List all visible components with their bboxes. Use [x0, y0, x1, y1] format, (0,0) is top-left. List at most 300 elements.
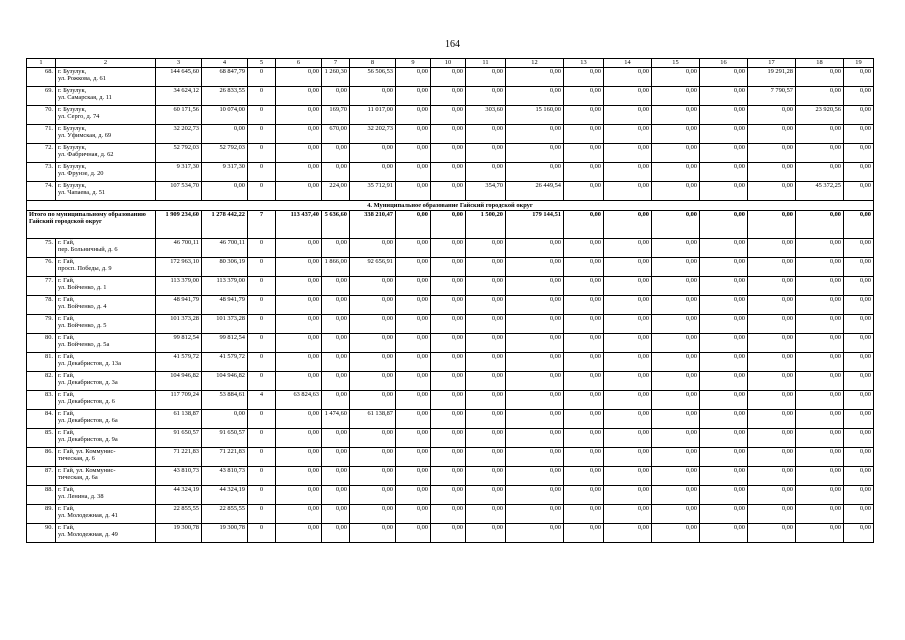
value-cell: 0,00 — [431, 410, 466, 429]
value-cell: 0,00 — [350, 315, 396, 334]
value-cell: 0,00 — [604, 182, 652, 201]
table-row — [27, 315, 874, 334]
address-line: г. Гай, — [58, 410, 75, 417]
value-cell: 34 624,12 — [156, 87, 202, 106]
value-cell: 0,00 — [748, 106, 796, 125]
total-label: Итого по муниципальному образованию Гайский городской округ — [27, 211, 156, 239]
value-cell: 0,00 — [506, 68, 564, 87]
value-cell: 0,00 — [276, 296, 322, 315]
value-cell: 0,00 — [431, 277, 466, 296]
row-number: 69. — [27, 87, 56, 106]
value-cell: 0,00 — [652, 296, 700, 315]
value-cell: 32 202,73 — [350, 125, 396, 144]
value-cell: 0,00 — [276, 258, 322, 277]
address-line: ул. Декабристов, д. 6 — [58, 398, 115, 406]
value-cell: 43 810,73 — [202, 467, 248, 486]
value-cell: 0,00 — [748, 296, 796, 315]
value-cell: 0,00 — [652, 68, 700, 87]
value-cell: 0,00 — [466, 353, 506, 372]
value-cell: 0,00 — [604, 315, 652, 334]
row-number: 88. — [27, 486, 56, 505]
value-cell: 0,00 — [431, 524, 466, 543]
value-cell: 0,00 — [844, 486, 874, 505]
value-cell: 0,00 — [564, 68, 604, 87]
header-cell: 8 — [350, 59, 396, 68]
total-value-cell: 1 278 442,22 — [202, 211, 248, 239]
address-line: тическая, д. 6а — [58, 474, 98, 482]
total-value-cell: 1 500,20 — [466, 211, 506, 239]
address-line: ул. Войченко, д. 4 — [58, 303, 107, 311]
value-cell: 0,00 — [506, 372, 564, 391]
value-cell: 0 — [248, 372, 276, 391]
value-cell: 0,00 — [396, 353, 431, 372]
value-cell: 0,00 — [276, 429, 322, 448]
value-cell: 0,00 — [431, 258, 466, 277]
value-cell: 0,00 — [604, 448, 652, 467]
value-cell: 0,00 — [844, 334, 874, 353]
value-cell: 0,00 — [396, 467, 431, 486]
table-row — [27, 277, 874, 296]
address-line: г. Гай, — [58, 372, 75, 379]
value-cell: 10 074,00 — [202, 106, 248, 125]
value-cell: 7 790,57 — [748, 87, 796, 106]
table-row — [27, 505, 874, 524]
address-line: ул. Самарская, д. 11 — [58, 94, 112, 102]
value-cell: 104 946,82 — [156, 372, 202, 391]
table-row — [27, 296, 874, 315]
value-cell: 0,00 — [350, 467, 396, 486]
value-cell: 0,00 — [276, 315, 322, 334]
value-cell: 0,00 — [796, 258, 844, 277]
value-cell: 0,00 — [466, 87, 506, 106]
address-line: г. Бузулук, — [58, 163, 87, 170]
value-cell: 0,00 — [431, 505, 466, 524]
value-cell: 0 — [248, 410, 276, 429]
value-cell: 0,00 — [466, 524, 506, 543]
value-cell: 0,00 — [844, 87, 874, 106]
value-cell: 0,00 — [396, 87, 431, 106]
header-cell: 10 — [431, 59, 466, 68]
value-cell: 61 138,87 — [350, 410, 396, 429]
row-number: 72. — [27, 144, 56, 163]
address-line: ул. Декабристов, д. 9а — [58, 436, 118, 444]
address-line: г. Бузулук, — [58, 106, 87, 113]
address-line: г. Гай, ул. Коммунис- — [58, 448, 116, 455]
total-value-cell: 338 210,47 — [350, 211, 396, 239]
value-cell: 0,00 — [506, 125, 564, 144]
address-line: г. Бузулук, — [58, 182, 87, 189]
value-cell: 303,60 — [466, 106, 506, 125]
value-cell: 0,00 — [604, 106, 652, 125]
value-cell: 0,00 — [506, 524, 564, 543]
address-line: ул. Декабристов, д. 6а — [58, 417, 118, 425]
value-cell: 0,00 — [652, 467, 700, 486]
value-cell: 0,00 — [748, 391, 796, 410]
value-cell: 0,00 — [322, 277, 350, 296]
value-cell: 0,00 — [322, 505, 350, 524]
value-cell: 0,00 — [431, 144, 466, 163]
value-cell: 0,00 — [431, 106, 466, 125]
value-cell: 0,00 — [466, 163, 506, 182]
value-cell: 0,00 — [748, 372, 796, 391]
value-cell: 0,00 — [652, 87, 700, 106]
value-cell: 113 379,00 — [202, 277, 248, 296]
value-cell: 0,00 — [700, 334, 748, 353]
total-value-cell: 0,00 — [564, 211, 604, 239]
value-cell: 0,00 — [564, 505, 604, 524]
address-line: г. Гай, — [58, 524, 75, 531]
value-cell: 0 — [248, 524, 276, 543]
value-cell: 0,00 — [604, 296, 652, 315]
value-cell: 0,00 — [564, 429, 604, 448]
value-cell: 0,00 — [604, 391, 652, 410]
value-cell: 0,00 — [604, 68, 652, 87]
table-row — [27, 391, 874, 410]
value-cell: 0,00 — [276, 68, 322, 87]
value-cell: 9 317,30 — [202, 163, 248, 182]
value-cell: 0,00 — [748, 524, 796, 543]
value-cell: 92 656,91 — [350, 258, 396, 277]
value-cell: 41 579,72 — [202, 353, 248, 372]
value-cell: 0,00 — [652, 448, 700, 467]
address-cell — [56, 372, 156, 391]
value-cell: 0,00 — [276, 277, 322, 296]
address-line: г. Бузулук, — [58, 68, 87, 75]
address-line: г. Гай, ул. Коммунис- — [58, 467, 116, 474]
value-cell: 0,00 — [748, 125, 796, 144]
row-number: 90. — [27, 524, 56, 543]
value-cell: 0,00 — [276, 486, 322, 505]
value-cell: 0,00 — [322, 163, 350, 182]
value-cell: 0,00 — [604, 410, 652, 429]
value-cell: 0,00 — [322, 467, 350, 486]
value-cell: 0,00 — [466, 315, 506, 334]
value-cell: 0,00 — [350, 296, 396, 315]
value-cell: 0,00 — [796, 334, 844, 353]
address-line: г. Гай, — [58, 353, 75, 360]
value-cell: 0,00 — [748, 144, 796, 163]
address-line: г. Бузулук, — [58, 87, 87, 94]
value-cell: 0,00 — [506, 353, 564, 372]
value-cell: 0,00 — [322, 486, 350, 505]
value-cell: 0,00 — [796, 163, 844, 182]
value-cell: 0,00 — [564, 315, 604, 334]
value-cell: 44 324,19 — [156, 486, 202, 505]
value-cell: 0,00 — [844, 239, 874, 258]
value-cell: 19 300,78 — [156, 524, 202, 543]
value-cell: 0,00 — [506, 87, 564, 106]
row-number: 78. — [27, 296, 56, 315]
value-cell: 0,00 — [276, 106, 322, 125]
value-cell: 0,00 — [564, 87, 604, 106]
value-cell: 71 221,83 — [202, 448, 248, 467]
row-number: 73. — [27, 163, 56, 182]
table-row — [27, 334, 874, 353]
value-cell: 60 171,56 — [156, 106, 202, 125]
value-cell: 0,00 — [276, 372, 322, 391]
value-cell: 0,00 — [564, 486, 604, 505]
value-cell: 0,00 — [604, 258, 652, 277]
header-cell: 12 — [506, 59, 564, 68]
value-cell: 0,00 — [700, 296, 748, 315]
value-cell: 0,00 — [350, 334, 396, 353]
address-line: ул. Декабристов, д. 13а — [58, 360, 121, 368]
row-number: 75. — [27, 239, 56, 258]
value-cell: 0,00 — [466, 429, 506, 448]
address-line: ул. Молодежная, д. 41 — [58, 512, 118, 520]
value-cell: 0,00 — [276, 182, 322, 201]
value-cell: 0,00 — [276, 239, 322, 258]
address-cell — [56, 467, 156, 486]
address-cell — [56, 486, 156, 505]
header-cell: 18 — [796, 59, 844, 68]
value-cell: 0,00 — [844, 429, 874, 448]
value-cell: 0,00 — [276, 524, 322, 543]
value-cell: 0,00 — [700, 106, 748, 125]
value-cell: 0,00 — [564, 524, 604, 543]
value-cell: 0,00 — [322, 144, 350, 163]
value-cell: 0,00 — [844, 68, 874, 87]
value-cell: 0,00 — [844, 524, 874, 543]
value-cell: 0,00 — [506, 296, 564, 315]
value-cell: 0,00 — [466, 391, 506, 410]
value-cell: 0,00 — [276, 467, 322, 486]
value-cell: 0,00 — [844, 391, 874, 410]
value-cell: 0 — [248, 106, 276, 125]
value-cell: 0,00 — [506, 505, 564, 524]
header-cell: 14 — [604, 59, 652, 68]
value-cell: 0,00 — [564, 353, 604, 372]
value-cell: 0,00 — [202, 125, 248, 144]
address-line: ул. Войченко, д. 1 — [58, 284, 107, 292]
value-cell: 46 700,11 — [156, 239, 202, 258]
value-cell: 0,00 — [748, 448, 796, 467]
value-cell: 101 373,28 — [156, 315, 202, 334]
value-cell: 0,00 — [466, 258, 506, 277]
row-number: 86. — [27, 448, 56, 467]
total-value-cell: 0,00 — [396, 211, 431, 239]
value-cell: 0,00 — [844, 277, 874, 296]
value-cell: 0,00 — [748, 315, 796, 334]
value-cell: 354,70 — [466, 182, 506, 201]
row-number: 82. — [27, 372, 56, 391]
value-cell: 0,00 — [564, 277, 604, 296]
address-cell — [56, 277, 156, 296]
total-value-cell: 1 909 234,60 — [156, 211, 202, 239]
address-cell — [56, 258, 156, 277]
address-cell — [56, 106, 156, 125]
address-line: г. Бузулук, — [58, 144, 87, 151]
value-cell: 0,00 — [700, 448, 748, 467]
total-value-cell: 113 437,40 — [276, 211, 322, 239]
value-cell: 0,00 — [431, 486, 466, 505]
address-cell — [56, 144, 156, 163]
value-cell: 0,00 — [700, 277, 748, 296]
value-cell: 0,00 — [202, 182, 248, 201]
address-line: г. Гай, — [58, 258, 75, 265]
value-cell: 0,00 — [748, 258, 796, 277]
value-cell: 0,00 — [466, 372, 506, 391]
value-cell: 0,00 — [796, 391, 844, 410]
value-cell: 0,00 — [506, 144, 564, 163]
value-cell: 0,00 — [431, 429, 466, 448]
value-cell: 0,00 — [396, 277, 431, 296]
address-line: г. Гай, — [58, 505, 75, 512]
value-cell: 41 579,72 — [156, 353, 202, 372]
value-cell: 0,00 — [396, 524, 431, 543]
value-cell: 0,00 — [748, 505, 796, 524]
value-cell: 0,00 — [431, 372, 466, 391]
value-cell: 26 833,55 — [202, 87, 248, 106]
address-cell — [56, 163, 156, 182]
value-cell: 0,00 — [604, 372, 652, 391]
address-line: ул. Рожкова, д. 61 — [58, 75, 106, 83]
value-cell: 0,00 — [564, 296, 604, 315]
value-cell: 0,00 — [322, 448, 350, 467]
value-cell: 0,00 — [396, 486, 431, 505]
value-cell: 0 — [248, 505, 276, 524]
value-cell: 0,00 — [604, 429, 652, 448]
value-cell: 0,00 — [564, 391, 604, 410]
total-value-cell: 5 636,60 — [322, 211, 350, 239]
table-row — [27, 125, 874, 144]
value-cell: 0,00 — [396, 372, 431, 391]
value-cell: 0,00 — [652, 429, 700, 448]
value-cell: 0,00 — [396, 296, 431, 315]
value-cell: 0,00 — [431, 296, 466, 315]
value-cell: 0,00 — [748, 410, 796, 429]
value-cell: 0,00 — [652, 239, 700, 258]
value-cell: 0,00 — [431, 163, 466, 182]
address-cell — [56, 334, 156, 353]
value-cell: 0,00 — [506, 429, 564, 448]
value-cell: 0,00 — [350, 486, 396, 505]
table-row — [27, 467, 874, 486]
table-row — [27, 239, 874, 258]
value-cell: 0,00 — [322, 315, 350, 334]
value-cell: 0,00 — [276, 144, 322, 163]
value-cell: 0,00 — [700, 486, 748, 505]
page-number: 164 — [445, 39, 460, 50]
address-line: г. Бузулук, — [58, 125, 87, 132]
value-cell: 19 291,28 — [748, 68, 796, 87]
value-cell: 0,00 — [844, 353, 874, 372]
value-cell: 0,00 — [796, 429, 844, 448]
value-cell: 0,00 — [748, 182, 796, 201]
value-cell: 0,00 — [350, 505, 396, 524]
value-cell: 0,00 — [350, 429, 396, 448]
value-cell: 0,00 — [652, 106, 700, 125]
value-cell: 0,00 — [564, 448, 604, 467]
value-cell: 0,00 — [466, 125, 506, 144]
value-cell: 0,00 — [652, 353, 700, 372]
value-cell: 0,00 — [844, 106, 874, 125]
value-cell: 0,00 — [506, 258, 564, 277]
total-value-cell: 0,00 — [748, 211, 796, 239]
address-cell — [56, 505, 156, 524]
value-cell: 11 017,00 — [350, 106, 396, 125]
value-cell: 0,00 — [652, 258, 700, 277]
total-value-cell: 0,00 — [652, 211, 700, 239]
value-cell: 0,00 — [276, 505, 322, 524]
total-value-cell: 179 144,51 — [506, 211, 564, 239]
value-cell: 52 792,03 — [202, 144, 248, 163]
value-cell: 0,00 — [350, 144, 396, 163]
value-cell: 0,00 — [796, 144, 844, 163]
value-cell: 0,00 — [396, 163, 431, 182]
value-cell: 0,00 — [506, 334, 564, 353]
value-cell: 0,00 — [700, 125, 748, 144]
value-cell: 0,00 — [604, 486, 652, 505]
value-cell: 0,00 — [844, 182, 874, 201]
address-cell — [56, 296, 156, 315]
address-line: ул. Фрунзе, д. 20 — [58, 170, 104, 178]
value-cell: 0,00 — [466, 505, 506, 524]
value-cell: 0,00 — [700, 68, 748, 87]
value-cell: 0,00 — [844, 258, 874, 277]
value-cell: 0,00 — [431, 334, 466, 353]
value-cell: 0,00 — [506, 486, 564, 505]
value-cell: 0,00 — [700, 315, 748, 334]
value-cell: 0 — [248, 486, 276, 505]
value-cell: 0,00 — [652, 486, 700, 505]
total-value-cell: 0,00 — [604, 211, 652, 239]
value-cell: 9 317,30 — [156, 163, 202, 182]
total-row — [27, 211, 874, 239]
row-number: 70. — [27, 106, 56, 125]
value-cell: 0,00 — [506, 410, 564, 429]
value-cell: 0,00 — [466, 334, 506, 353]
value-cell: 0,00 — [506, 467, 564, 486]
row-number: 83. — [27, 391, 56, 410]
table-row — [27, 163, 874, 182]
address-line: ул. Войченко, д. 5 — [58, 322, 107, 330]
value-cell: 0,00 — [322, 524, 350, 543]
address-line: ул. Декабристов, д. 3а — [58, 379, 118, 387]
value-cell: 0,00 — [564, 467, 604, 486]
value-cell: 0,00 — [844, 144, 874, 163]
table-row — [27, 486, 874, 505]
address-cell — [56, 87, 156, 106]
value-cell: 0,00 — [350, 372, 396, 391]
header-cell: 9 — [396, 59, 431, 68]
value-cell: 0,00 — [652, 163, 700, 182]
value-cell: 0,00 — [844, 505, 874, 524]
value-cell: 63 824,63 — [276, 391, 322, 410]
value-cell: 0,00 — [431, 239, 466, 258]
value-cell: 0,00 — [350, 353, 396, 372]
value-cell: 0,00 — [396, 106, 431, 125]
value-cell: 0 — [248, 182, 276, 201]
value-cell: 0,00 — [748, 486, 796, 505]
value-cell: 0,00 — [700, 182, 748, 201]
value-cell: 0,00 — [796, 277, 844, 296]
value-cell: 0,00 — [700, 372, 748, 391]
address-cell — [56, 410, 156, 429]
value-cell: 0,00 — [604, 239, 652, 258]
value-cell: 26 449,54 — [506, 182, 564, 201]
value-cell: 0,00 — [466, 144, 506, 163]
value-cell: 0,00 — [466, 277, 506, 296]
value-cell: 0,00 — [322, 334, 350, 353]
value-cell: 0,00 — [652, 315, 700, 334]
value-cell: 0,00 — [796, 524, 844, 543]
table-row — [27, 258, 874, 277]
value-cell: 0,00 — [796, 296, 844, 315]
address-line: ул. Фабричная, д. 62 — [58, 151, 114, 159]
value-cell: 0,00 — [396, 448, 431, 467]
section-title: 4. Муниципальное образование Гайский городской округ — [27, 201, 874, 211]
